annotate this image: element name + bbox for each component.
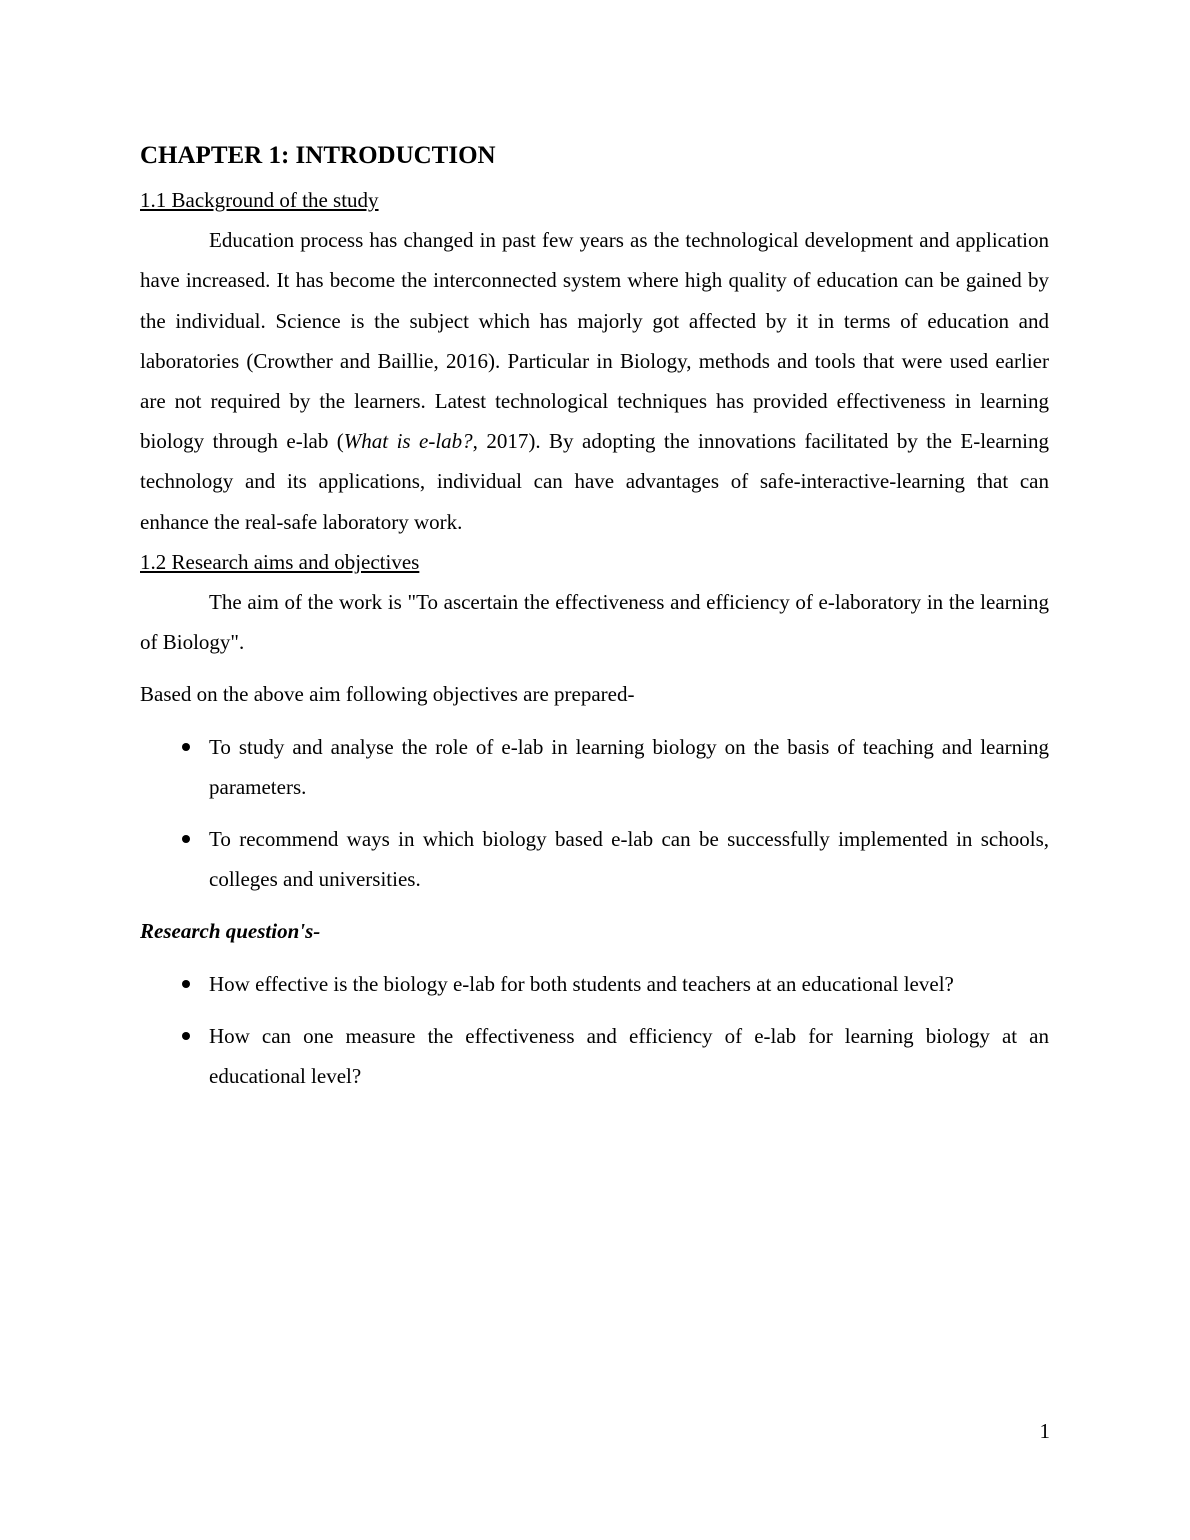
research-questions-list <box>140 964 1049 1097</box>
bullet-icon <box>182 980 190 988</box>
list-item <box>140 727 1049 807</box>
page-number: 1 <box>1039 1419 1050 1443</box>
question-text: How effective is the biology e-lab for both students and teachers at an educational level? <box>209 971 954 996</box>
objectives-intro: Based on the above aim following objectives are prepared- <box>140 682 635 707</box>
aim-paragraph: The aim of the work is "To ascertain the effectiveness and efficiency of e-laboratory in the learning of Biology". <box>140 590 1049 655</box>
section-heading-aims: 1.2 Research aims and objectives <box>140 549 420 574</box>
list-item <box>140 1016 1049 1096</box>
bullet-icon <box>182 743 190 751</box>
background-paragraph-text-1: Education process has changed in past few years as the technological development and application have increased. It has become the interconnected system where high quality of education can be gained by the individual. Science is the subject which has majorly got affected by it in terms of education and laboratories (Crowther and Baillie, 2016). Particular in Biology, methods and tools that were used earlier are not required by the learners. Latest technological techniques has provided effectiveness in learning biology through e-lab ( <box>140 228 1049 454</box>
background-paragraph <box>140 220 1049 542</box>
research-questions-heading: Research question's- <box>140 919 321 944</box>
bullet-icon <box>182 835 190 843</box>
chapter-title: CHAPTER 1: INTRODUCTION <box>140 142 496 169</box>
background-paragraph-text-2: , 2017). By adopting the innovations facilitated by the E-learning technology and its applications, individual can have advantages of safe-interactive-learning that can enhance the real-safe laboratory work. <box>140 429 1050 534</box>
section-heading-background: 1.1 Background of the study <box>140 188 379 212</box>
objective-text: To study and analyse the role of e-lab in learning biology on the basis of teaching and learning parameters. <box>209 734 1049 799</box>
bullet-icon <box>182 1032 190 1040</box>
objectives-list <box>140 727 1049 900</box>
page-content <box>140 138 1049 1096</box>
list-item <box>140 819 1049 899</box>
list-item <box>140 964 1049 1004</box>
question-text: How can one measure the effectiveness and efficiency of e-lab for learning biology at an educational level? <box>209 1023 1049 1089</box>
citation-italic: What is e-lab? <box>343 429 473 454</box>
objective-text: To recommend ways in which biology based e-lab can be successfully implemented in schools, colleges and universities. <box>209 827 1049 892</box>
